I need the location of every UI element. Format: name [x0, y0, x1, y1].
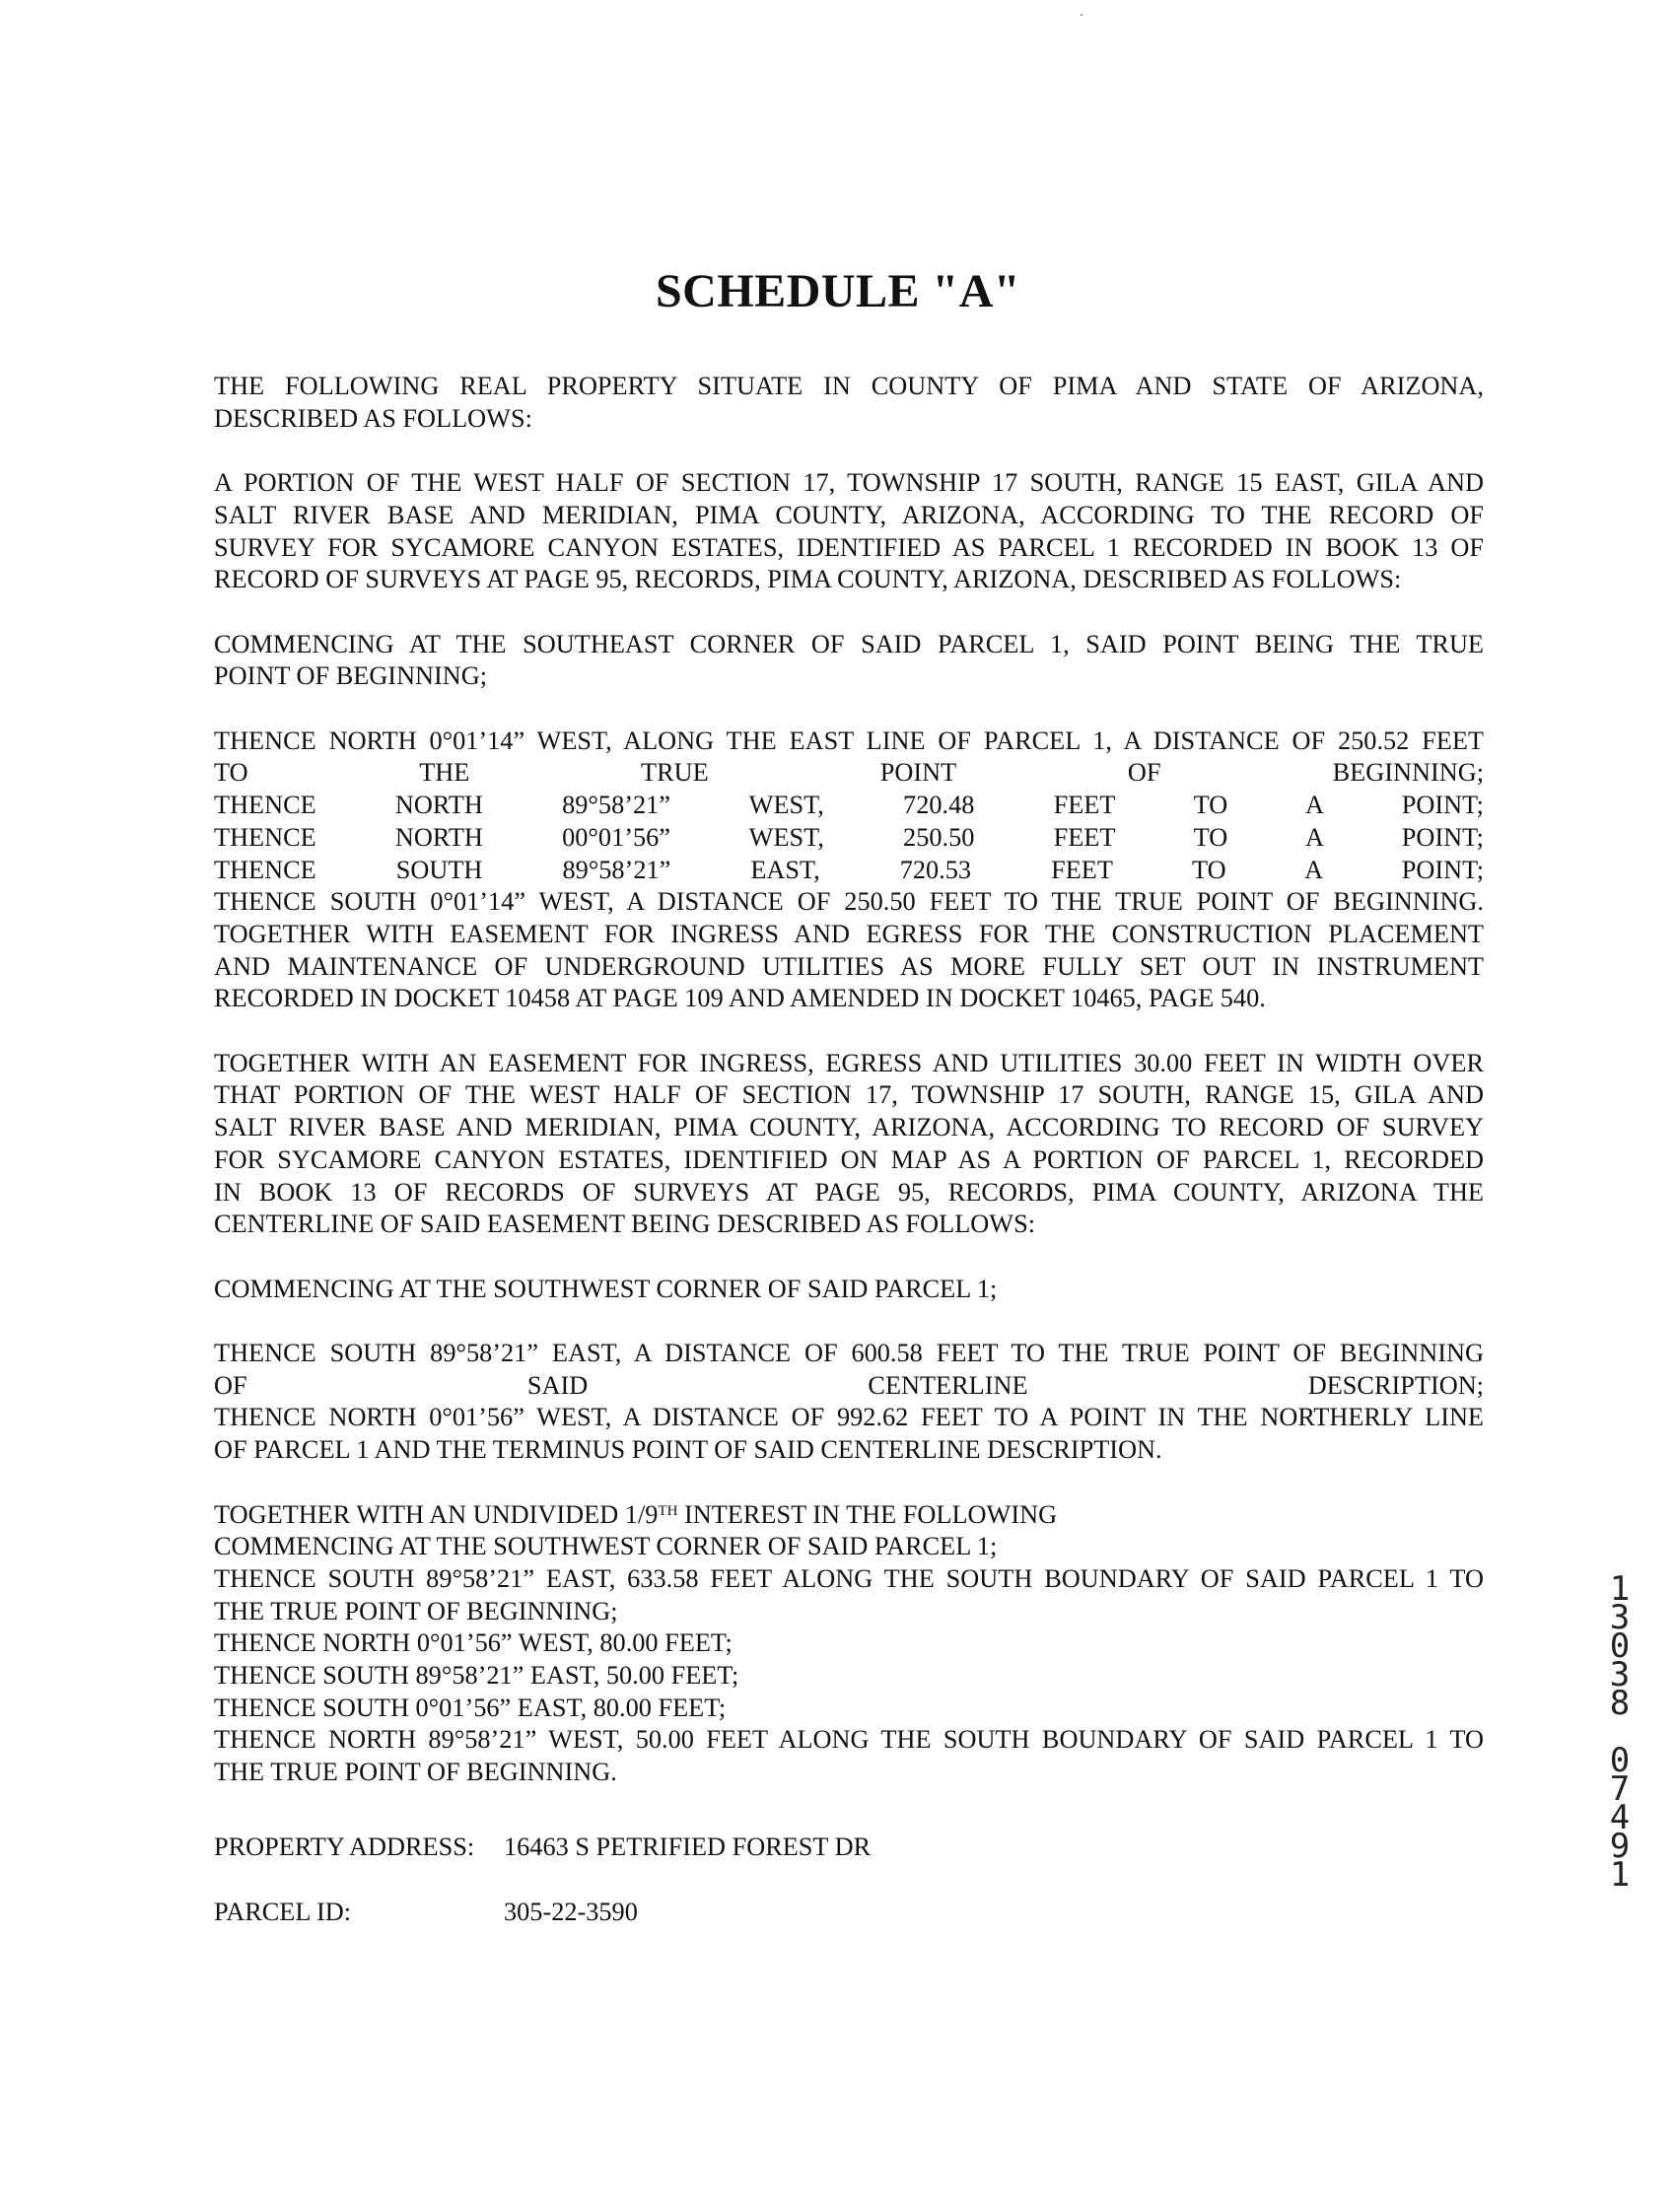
paragraph: [214, 1274, 1484, 1306]
paragraph: [214, 371, 1484, 435]
parcel-id-label: PARCEL ID:: [214, 1898, 352, 1926]
text-line: COMMENCING AT THE SOUTHEAST CORNER OF SAID PARCEL 1, SAID POINT BEING THE TRUE: [214, 629, 1484, 658]
text-line: THENCE SOUTH 89°58’21” EAST, 720.53 FEET TO A POINT;: [214, 855, 1484, 884]
text-line: THENCE NORTH 89°58’21” WEST, 720.48 FEET TO A POINT;: [214, 791, 1484, 820]
text-line: AND MAINTENANCE OF UNDERGROUND UTILITIES AS MORE FULLY SET OUT IN INSTRUMENT: [214, 951, 1484, 981]
stamp-char: 8: [1609, 1684, 1631, 1723]
interest-line-end: INTEREST IN THE FOLLOWING: [677, 1499, 1058, 1529]
legal-paragraphs: [214, 371, 1484, 1467]
scan-artifact: [1081, 14, 1082, 16]
stamp-char: 1: [1609, 1569, 1631, 1609]
property-address-value: 16463 S PETRIFIED FOREST DR: [504, 1832, 872, 1861]
text-line: SALT RIVER BASE AND MERIDIAN, PIMA COUNTY, ARIZONA, ACCORDING TO RECORD OF SURVEY: [214, 1113, 1484, 1142]
stamp-char: 3: [1609, 1655, 1631, 1694]
text-line: TOGETHER WITH EASEMENT FOR INGRESS AND EGRESS FOR THE CONSTRUCTION PLACEMENT: [214, 919, 1484, 948]
paragraph: [214, 629, 1484, 693]
text-line: THAT PORTION OF THE WEST HALF OF SECTION 17, TOWNSHIP 17 SOUTH, RANGE 15, GILA AND: [214, 1080, 1484, 1110]
text-line: RECORD OF SURVEYS AT PAGE 95, RECORDS, PIMA COUNTY, ARIZONA, DESCRIBED AS FOLLOWS:: [214, 565, 1402, 594]
text-line: RECORDED IN DOCKET 10458 AT PAGE 109 AND AMENDED IN DOCKET 10465, PAGE 540.: [214, 984, 1266, 1013]
recording-stamp: [1600, 1569, 1640, 1895]
text-line: CENTERLINE OF SAID EASEMENT BEING DESCRIBED AS FOLLOWS:: [214, 1210, 1035, 1239]
text-line: THENCE SOUTH 0°01’56” EAST, 80.00 FEET;: [214, 1693, 727, 1722]
text-line: A PORTION OF THE WEST HALF OF SECTION 17, TOWNSHIP 17 SOUTH, RANGE 15 EAST, GILA AND: [214, 468, 1484, 498]
paragraph: [214, 467, 1484, 596]
text-line: THENCE NORTH 00°01’56” WEST, 250.50 FEET TO A POINT;: [214, 822, 1484, 852]
text-line: THENCE SOUTH 89°58’21” EAST, A DISTANCE OF 600.58 FEET TO THE TRUE POINT OF BEGINNING: [214, 1339, 1484, 1367]
text-line: OF PARCEL 1 AND THE TERMINUS POINT OF SAID CENTERLINE DESCRIPTION.: [214, 1435, 1162, 1465]
stamp-char: 9: [1609, 1827, 1631, 1866]
paragraph: [214, 726, 1484, 1015]
page-title: SCHEDULE "A": [655, 265, 1021, 317]
text-line: THE TRUE POINT OF BEGINNING;: [214, 1596, 618, 1625]
text-line: THE TRUE POINT OF BEGINNING.: [214, 1758, 617, 1787]
legal-description: [214, 371, 1484, 1789]
interest-description: [214, 1531, 1484, 1789]
text-line: TOGETHER WITH AN EASEMENT FOR INGRESS, EGRESS AND UTILITIES 30.00 FEET IN WIDTH OVER: [214, 1048, 1484, 1077]
text-line: THENCE SOUTH 89°58’21” EAST, 633.58 FEET ALONG THE SOUTH BOUNDARY OF SAID PARCEL 1 TO: [214, 1563, 1484, 1593]
property-address-row: [214, 1832, 872, 1864]
text-line: THENCE NORTH 89°58’21” WEST, 50.00 FEET ALONG THE SOUTH BOUNDARY OF SAID PARCEL 1 TO: [214, 1725, 1484, 1755]
text-line: THENCE NORTH 0°01’56” WEST, A DISTANCE OF 992.62 FEET TO A POINT IN THE NORTHERLY LINE: [214, 1403, 1484, 1432]
stamp-char: 4: [1609, 1798, 1631, 1837]
interest-superscript: TH: [658, 1502, 678, 1519]
text-line: COMMENCING AT THE SOUTHWEST CORNER OF SAID PARCEL 1;: [214, 1532, 998, 1561]
parcel-id-row: [214, 1897, 638, 1929]
text-line: THENCE SOUTH 89°58’21” EAST, 50.00 FEET;: [214, 1661, 739, 1691]
property-address-label: PROPERTY ADDRESS:: [214, 1832, 475, 1861]
text-line: THE FOLLOWING REAL PROPERTY SITUATE IN COUNTY OF PIMA AND STATE OF ARIZONA,: [214, 372, 1484, 400]
stamp-char: 0: [1609, 1626, 1631, 1666]
interest-line-start: TOGETHER WITH AN UNDIVIDED 1/9: [214, 1499, 659, 1529]
parcel-id-value: 305-22-3590: [504, 1898, 638, 1926]
paragraph: [214, 1338, 1484, 1467]
text-line: OF SAID CENTERLINE DESCRIPTION;: [214, 1370, 1484, 1400]
text-line: THENCE SOUTH 0°01’14” WEST, A DISTANCE OF 250.50 FEET TO THE TRUE POINT OF BEGINNING.: [214, 887, 1484, 917]
text-line: DESCRIBED AS FOLLOWS:: [214, 403, 532, 433]
stamp-char: 3: [1609, 1598, 1631, 1637]
text-line: THENCE NORTH 0°01’14” WEST, ALONG THE EAST LINE OF PARCEL 1, A DISTANCE OF 250.52 FEET: [214, 726, 1484, 755]
stamp-char: 1: [1609, 1855, 1631, 1895]
text-line: POINT OF BEGINNING;: [214, 661, 488, 691]
paragraph: [214, 1048, 1484, 1241]
text-line: IN BOOK 13 OF RECORDS OF SURVEYS AT PAGE 95, RECORDS, PIMA COUNTY, ARIZONA THE: [214, 1177, 1484, 1207]
text-line: TO THE TRUE POINT OF BEGINNING;: [214, 758, 1484, 788]
text-line: COMMENCING AT THE SOUTHWEST CORNER OF SAID PARCEL 1;: [214, 1274, 998, 1303]
interest-paragraph: [214, 1499, 1484, 1789]
text-line: SURVEY FOR SYCAMORE CANYON ESTATES, IDENTIFIED AS PARCEL 1 RECORDED IN BOOK 13 OF: [214, 532, 1484, 562]
text-line: FOR SYCAMORE CANYON ESTATES, IDENTIFIED ON MAP AS A PORTION OF PARCEL 1, RECORDED: [214, 1144, 1484, 1174]
stamp-char: 7: [1609, 1769, 1631, 1809]
text-line: SALT RIVER BASE AND MERIDIAN, PIMA COUNTY, ARIZONA, ACCORDING TO THE RECORD OF: [214, 500, 1484, 529]
stamp-char: 0: [1609, 1741, 1631, 1780]
interest-line: [214, 1499, 1484, 1532]
text-line: THENCE NORTH 0°01’56” WEST, 80.00 FEET;: [214, 1628, 733, 1658]
